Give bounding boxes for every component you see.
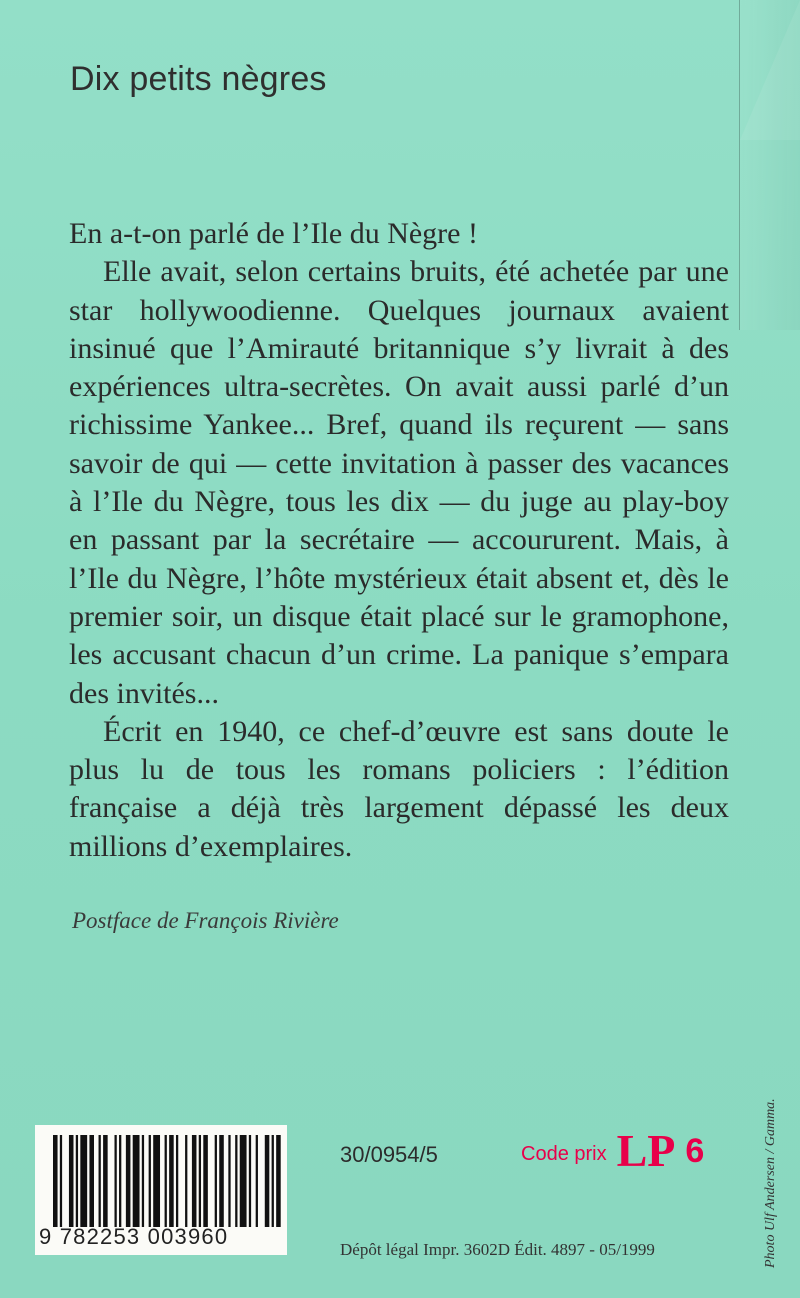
blurb (69, 215, 729, 866)
barcode-bar (199, 1135, 201, 1227)
barcode-bar (119, 1135, 121, 1227)
barcode-bar (103, 1135, 108, 1227)
legal-deposit: Dépôt légal Impr. 3602D Édit. 4897 - 05/1999 (340, 1240, 655, 1259)
barcode-bar (272, 1135, 274, 1227)
barcode-bar (53, 1135, 58, 1227)
photo-credit: Photo Ulf Andersen / Gamma. (763, 1098, 778, 1268)
barcode-bar (133, 1135, 140, 1227)
postface-credit: Postface de François Rivière (72, 908, 339, 933)
barcode-bar (215, 1135, 217, 1227)
barcode-graphic (53, 1135, 283, 1227)
barcode-bar (228, 1135, 230, 1227)
barcode-bar (235, 1135, 237, 1227)
barcode-bar (219, 1135, 224, 1227)
barcode-bar (192, 1135, 197, 1227)
barcode-bar (69, 1135, 74, 1227)
price-code (521, 1124, 704, 1177)
barcode-bar (276, 1135, 281, 1227)
cover-fold-corner (740, 0, 800, 140)
book-title: Dix petits nègres (70, 60, 327, 98)
barcode-bar (126, 1135, 131, 1227)
barcode-bar (60, 1135, 62, 1227)
barcode-bar (203, 1135, 208, 1227)
catalog-number: 30/0954/5 (340, 1142, 438, 1167)
isbn-number: 9 782253 003960 (39, 1224, 229, 1249)
barcode-bar (76, 1135, 78, 1227)
price-code-label: Code prix (521, 1143, 607, 1165)
barcode-bar (99, 1135, 101, 1227)
blurb-paragraph-2: Elle avait, selon certains bruits, été achetée par une star hollywoodienne. Quelques journaux avaient insinué que l’Amirauté britannique s’y livrait à des expériences ultra-secrètes. On avait aussi parlé d’un richissime Yankee... Bref, quand ils reçurent — sans savoir de qui — cette invitation à passer des vacances à l’Ile du Nègre, tous les dix — du juge au play-boy en passant par la secrétaire — accoururent. Mais, à l’Ile du Nègre, l’hôte mystérieux était absent et, dès le premier soir, un disque était placé sur le gramophone, les accusant chacun d’un crime. La panique s’empara des invités... (69, 255, 729, 710)
barcode-bar (265, 1135, 270, 1227)
barcode-bar (149, 1135, 151, 1227)
barcode-bar (114, 1135, 116, 1227)
barcode-bar (240, 1135, 247, 1227)
price-number: 6 (685, 1132, 705, 1170)
barcode-bar (169, 1135, 174, 1227)
barcode-bar (165, 1135, 167, 1227)
barcode-bar (176, 1135, 178, 1227)
barcode-label (35, 1125, 287, 1255)
barcode-bar (80, 1135, 87, 1227)
barcode-bar (185, 1135, 187, 1227)
barcode-bar (153, 1135, 160, 1227)
blurb-paragraph-1: En a-t-on parlé de l’Ile du Nègre ! (69, 217, 478, 250)
barcode-bar (142, 1135, 144, 1227)
barcode-bar (249, 1135, 251, 1227)
barcode-bar (256, 1135, 258, 1227)
price-series-logo: LP (616, 1125, 676, 1176)
blurb-paragraph-3: Écrit en 1940, ce chef-d’œuvre est sans doute le plus lu de tous les romans policiers : l’édition française a déjà très largement dépassé les deux millions d’exemplaires. (69, 714, 729, 863)
barcode-bar (89, 1135, 94, 1227)
